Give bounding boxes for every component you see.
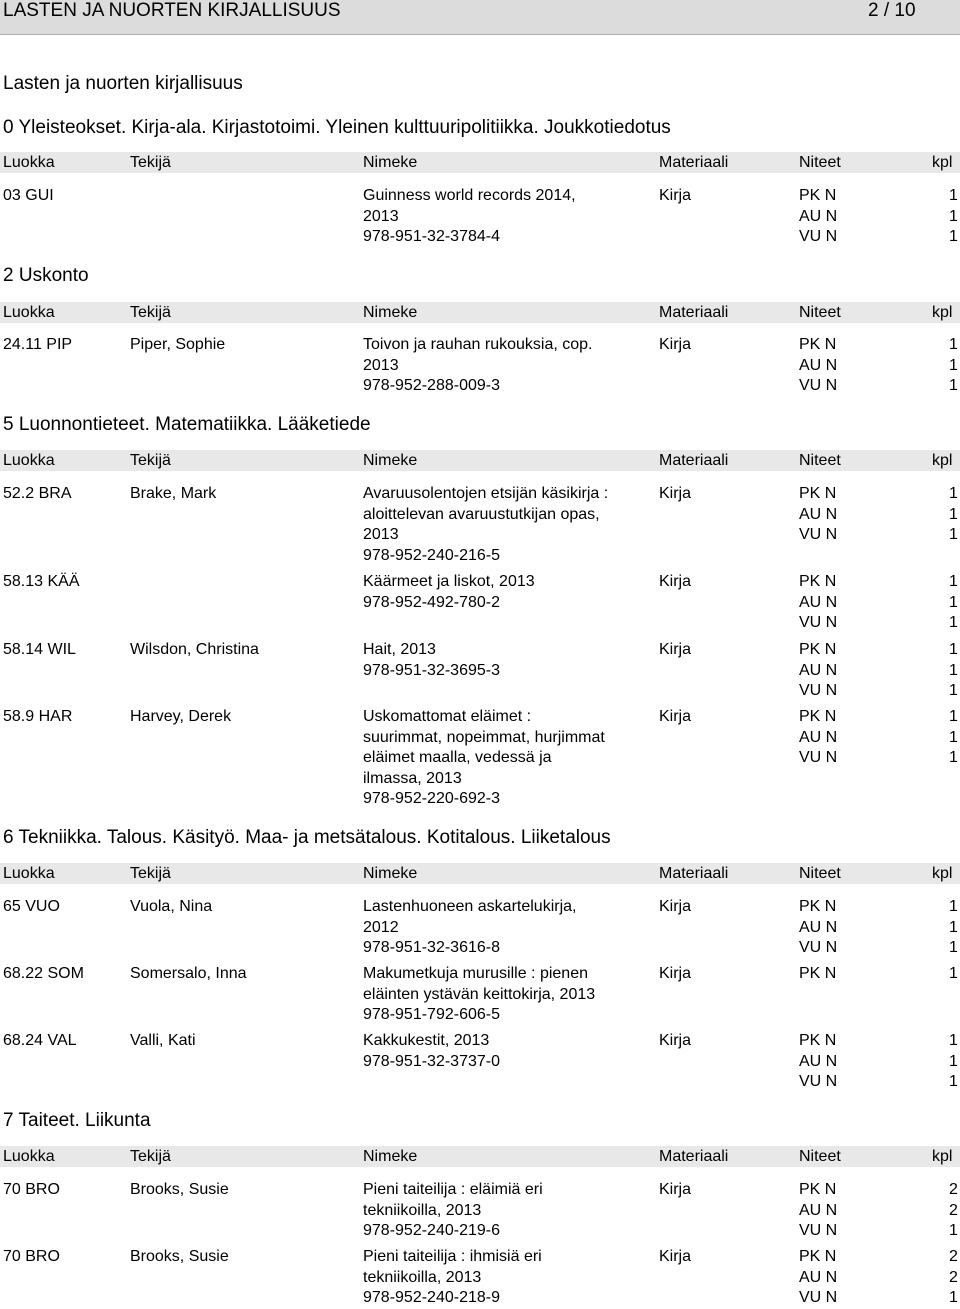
holdings-cell [799,1180,959,1242]
title-line: Pieni taiteilija : ihmisiä eri [363,1248,542,1265]
title-cell [363,1180,651,1242]
column-header-niteet: Niteet [799,452,841,469]
location-code: PK N [799,965,837,982]
location-code: VU N [799,526,838,543]
copy-count: 1 [949,1073,958,1090]
call-number: 03 GUI [3,187,54,204]
holdings-cell [799,707,959,769]
copy-count: 1 [949,898,958,915]
call-number: 52.2 BRA [3,485,72,502]
author: Vuola, Nina [130,898,213,915]
copy-count: 1 [949,505,958,523]
title-line: 978-952-288-009-3 [363,377,500,394]
author: Wilsdon, Christina [130,641,259,658]
location-code: PK N [799,708,837,725]
location-code: AU N [799,728,838,746]
column-header-luokka: Luokka [3,154,55,171]
holdings-cell [799,1247,959,1309]
copy-count: 1 [949,485,958,502]
holding-row [799,964,959,985]
column-header-tekija: Tekijä [130,865,171,882]
material-type: Kirja [659,336,692,353]
column-header-nimeke: Nimeke [363,865,418,882]
title-line: 978-952-240-218-9 [363,1289,500,1306]
location-code: PK N [799,187,837,204]
holding-row [799,525,959,546]
copy-count: 1 [949,207,958,225]
holding-row [799,1221,959,1242]
holding-row [799,356,959,377]
title-line: Pieni taiteilija : eläimiä eri [363,1181,543,1198]
document-title: Lasten ja nuorten kirjallisuus [3,73,243,94]
holding-row [799,186,959,207]
copy-count: 1 [949,614,958,631]
material-type: Kirja [659,1248,692,1265]
header-title: LASTEN JA NUORTEN KIRJALLISUUS [3,0,341,21]
title-cell [363,1031,651,1072]
column-header-tekija: Tekijä [130,304,171,321]
call-number: 70 BRO [3,1181,60,1198]
header-divider [0,34,960,35]
column-header-materiaali: Materiaali [659,1148,729,1165]
location-code: AU N [799,661,838,679]
author: Piper, Sophie [130,336,226,353]
copy-count: 1 [949,526,958,543]
location-code: AU N [799,1052,838,1070]
author: Harvey, Derek [130,708,232,725]
section-title: 5 Luonnontieteet. Matematiikka. Lääketiede [3,414,371,435]
title-line: 2012 [363,918,399,936]
column-header-niteet: Niteet [799,865,841,882]
title-line: 978-952-492-780-2 [363,593,500,611]
copy-count: 2 [949,1181,958,1198]
title-line: eläinten ystävän keittokirja, 2013 [363,985,596,1003]
copy-count: 1 [949,1052,958,1070]
location-code: PK N [799,1181,837,1198]
copy-count: 2 [949,1248,958,1265]
copy-count: 1 [949,965,958,982]
copy-count: 1 [949,1032,958,1049]
material-type: Kirja [659,965,692,982]
table-header [0,302,960,323]
holding-row [799,1072,959,1093]
location-code: PK N [799,1248,837,1265]
title-line: tekniikoilla, 2013 [363,1201,482,1219]
title-line: 978-951-32-3737-0 [363,1052,500,1070]
material-type: Kirja [659,898,692,915]
copy-count: 1 [949,187,958,204]
call-number: 58.14 WIL [3,641,76,658]
title-line: 978-951-32-3695-3 [363,661,500,679]
location-code: VU N [799,1073,838,1090]
location-code: VU N [799,228,838,245]
material-type: Kirja [659,573,692,590]
title-line: 978-951-32-3784-4 [363,228,500,245]
title-line: Guinness world records 2014, [363,187,576,204]
column-header-kpl: kpl [932,452,953,469]
location-code: VU N [799,614,838,631]
title-line: 2013 [363,356,399,374]
holdings-cell [799,484,959,546]
copy-count: 1 [949,356,958,374]
title-line: 2013 [363,526,399,543]
holding-row [799,661,959,682]
column-header-luokka: Luokka [3,865,55,882]
title-line: Hait, 2013 [363,641,436,658]
holding-row [799,1180,959,1201]
holding-row [799,918,959,939]
column-header-niteet: Niteet [799,154,841,171]
table-header [0,152,960,173]
holding-row [799,505,959,526]
table-header [0,863,960,884]
title-cell [363,964,651,1026]
column-header-nimeke: Nimeke [363,304,418,321]
holding-row [799,613,959,634]
holding-row [799,335,959,356]
call-number: 68.24 VAL [3,1032,77,1049]
location-code: PK N [799,485,837,502]
column-header-tekija: Tekijä [130,1148,171,1165]
column-header-materiaali: Materiaali [659,865,729,882]
title-line: Avaruusolentojen etsijän käsikirja : [363,485,609,502]
material-type: Kirja [659,1181,692,1198]
holding-row [799,1031,959,1052]
title-line: Kakkukestit, 2013 [363,1032,490,1049]
copy-count: 1 [949,1222,958,1239]
section-title: 7 Taiteet. Liikunta [3,1110,151,1131]
title-line: suurimmat, nopeimmat, hurjimmat [363,728,605,746]
call-number: 24.11 PIP [3,336,73,353]
call-number: 65 VUO [3,898,60,915]
section-title: 6 Tekniikka. Talous. Käsityö. Maa- ja metsätalous. Kotitalous. Liiketalous [3,827,611,848]
title-line: 978-951-32-3616-8 [363,939,500,956]
location-code: VU N [799,1222,838,1239]
holding-row [799,1268,959,1289]
location-code: PK N [799,898,837,915]
column-header-nimeke: Nimeke [363,1148,418,1165]
copy-count: 1 [949,593,958,611]
column-header-kpl: kpl [932,154,953,171]
material-type: Kirja [659,641,692,658]
call-number: 68.22 SOM [3,965,84,982]
title-line: 978-952-240-219-6 [363,1222,500,1239]
material-type: Kirja [659,187,692,204]
title-line: Käärmeet ja liskot, 2013 [363,573,535,590]
title-cell [363,707,651,810]
holding-row [799,938,959,959]
title-line: Makumetkuja murusille : pienen [363,965,588,982]
title-line: 978-952-220-692-3 [363,790,500,807]
location-code: VU N [799,377,838,394]
copy-count: 1 [949,336,958,353]
title-line: ilmassa, 2013 [363,769,462,787]
location-code: AU N [799,1201,838,1219]
title-cell [363,1247,651,1309]
title-line: aloittelevan avaruustutkijan opas, [363,505,600,523]
holdings-cell [799,964,959,985]
copy-count: 1 [949,749,958,766]
author: Brooks, Susie [130,1248,229,1265]
title-cell [363,335,651,397]
holdings-cell [799,186,959,248]
material-type: Kirja [659,485,692,502]
title-line: eläimet maalla, vedessä ja [363,749,552,766]
column-header-nimeke: Nimeke [363,154,418,171]
table-header [0,1146,960,1167]
column-header-luokka: Luokka [3,452,55,469]
holding-row [799,728,959,749]
title-line: Lastenhuoneen askartelukirja, [363,898,577,915]
copy-count: 1 [949,708,958,725]
holding-row [799,681,959,702]
column-header-nimeke: Nimeke [363,452,418,469]
material-type: Kirja [659,1032,692,1049]
holdings-cell [799,1031,959,1093]
title-line: 978-951-792-606-5 [363,1006,500,1023]
column-header-tekija: Tekijä [130,452,171,469]
holding-row [799,593,959,614]
location-code: AU N [799,505,838,523]
title-cell [363,484,651,566]
copy-count: 2 [949,1201,958,1219]
location-code: PK N [799,1032,837,1049]
column-header-kpl: kpl [932,865,953,882]
author: Brake, Mark [130,485,217,502]
copy-count: 1 [949,918,958,936]
holding-row [799,640,959,661]
copy-count: 1 [949,641,958,658]
holding-row [799,897,959,918]
title-cell [363,572,651,613]
holding-row [799,207,959,228]
title-cell [363,640,651,681]
location-code: VU N [799,1289,838,1306]
location-code: PK N [799,573,837,590]
holding-row [799,707,959,728]
column-header-kpl: kpl [932,304,953,321]
column-header-materiaali: Materiaali [659,154,729,171]
section-title: 0 Yleisteokset. Kirja-ala. Kirjastotoimi. Yleinen kulttuuripolitiikka. Joukkotiedotus [3,117,671,138]
location-code: VU N [799,682,838,699]
location-code: PK N [799,641,837,658]
call-number: 58.13 KÄÄ [3,573,80,590]
holdings-cell [799,897,959,959]
holding-row [799,572,959,593]
column-header-niteet: Niteet [799,1148,841,1165]
title-line: Uskomattomat eläimet : [363,708,532,725]
location-code: VU N [799,749,838,766]
copy-count: 2 [949,1268,958,1286]
table-header [0,450,960,471]
title-line: 978-952-240-216-5 [363,546,500,564]
holding-row [799,227,959,248]
author: Brooks, Susie [130,1181,229,1198]
column-header-materiaali: Materiaali [659,304,729,321]
section-title: 2 Uskonto [3,265,89,286]
column-header-materiaali: Materiaali [659,452,729,469]
title-line: 2013 [363,207,399,225]
copy-count: 1 [949,939,958,956]
page-number: 2 / 10 [868,0,916,21]
title-line: tekniikoilla, 2013 [363,1268,482,1286]
location-code: AU N [799,356,838,374]
holding-row [799,484,959,505]
location-code: VU N [799,939,838,956]
copy-count: 1 [949,573,958,590]
column-header-kpl: kpl [932,1148,953,1165]
location-code: AU N [799,593,838,611]
column-header-tekija: Tekijä [130,154,171,171]
holding-row [799,1247,959,1268]
column-header-luokka: Luokka [3,1148,55,1165]
copy-count: 1 [949,661,958,679]
author: Somersalo, Inna [130,965,247,982]
location-code: AU N [799,918,838,936]
copy-count: 1 [949,728,958,746]
copy-count: 1 [949,682,958,699]
holding-row [799,748,959,769]
location-code: AU N [799,1268,838,1286]
copy-count: 1 [949,1289,958,1306]
holding-row [799,376,959,397]
title-cell [363,186,651,248]
column-header-niteet: Niteet [799,304,841,321]
title-line: Toivon ja rauhan rukouksia, cop. [363,336,593,353]
holding-row [799,1052,959,1073]
material-type: Kirja [659,708,692,725]
copy-count: 1 [949,228,958,245]
holding-row [799,1201,959,1222]
location-code: PK N [799,336,837,353]
page-header [0,0,960,34]
column-header-luokka: Luokka [3,304,55,321]
holdings-cell [799,640,959,702]
title-cell [363,897,651,959]
author: Valli, Kati [130,1032,196,1049]
copy-count: 1 [949,377,958,394]
location-code: AU N [799,207,838,225]
holdings-cell [799,335,959,397]
holding-row [799,1288,959,1309]
call-number: 58.9 HAR [3,708,73,725]
holdings-cell [799,572,959,634]
call-number: 70 BRO [3,1248,60,1265]
